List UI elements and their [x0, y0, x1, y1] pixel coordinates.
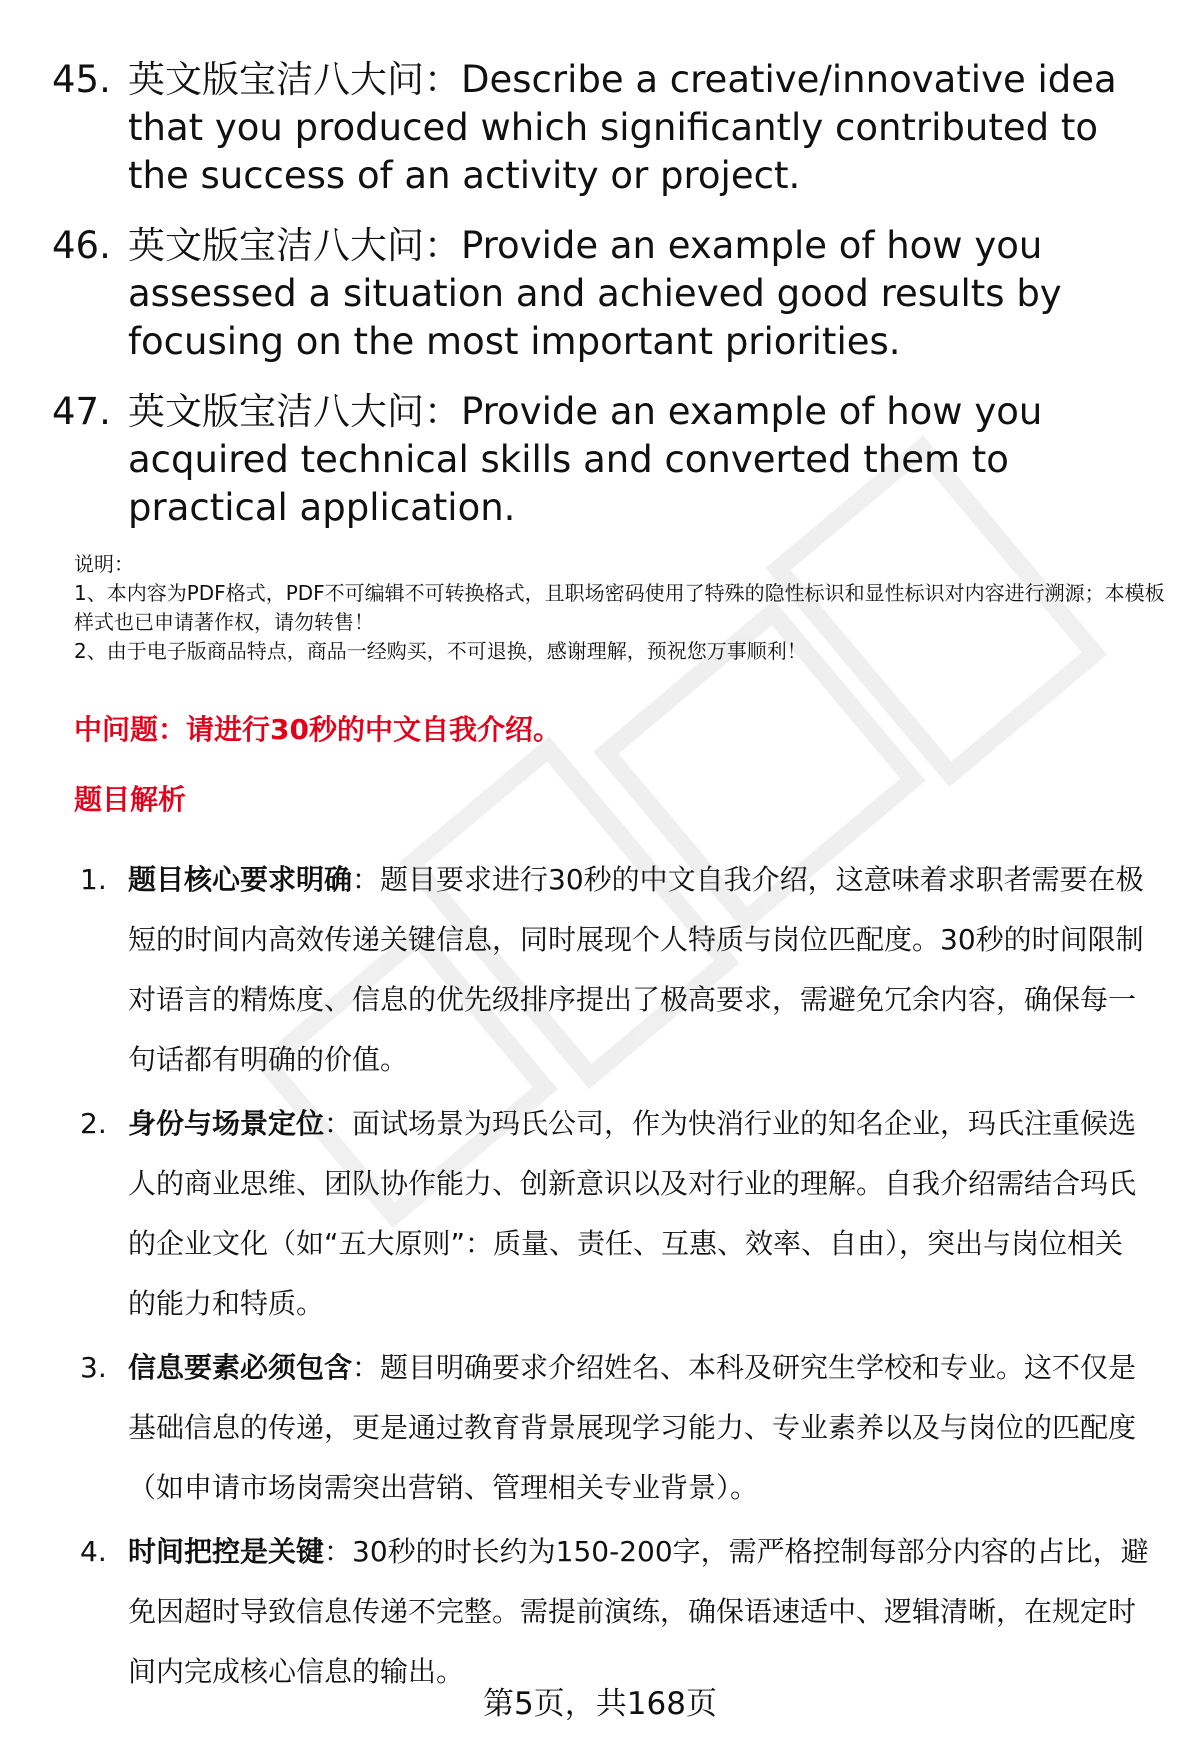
analysis-keyword: 身份与场景定位 — [128, 1107, 325, 1140]
question-text: 英文版宝洁八大问：Describe a creative/innovative idea that you produced which significantly contributed to the success of an activity or project. — [128, 58, 1117, 197]
analysis-heading: 题目解析 — [74, 783, 187, 816]
analysis-item — [80, 1094, 1150, 1334]
analysis-number: 3. — [80, 1351, 107, 1384]
disclaimer-note — [74, 550, 1169, 666]
analysis-item — [80, 1522, 1150, 1702]
analysis-item — [80, 1338, 1150, 1518]
analysis-text: ：30秒的时长约为150-200字，需严格控制每部分内容的占比，避免因超时导致信息传递不完整。需提前演练，确保语速适中、逻辑清晰，在规定时间内完成核心信息的输出。 — [128, 1535, 1149, 1688]
analysis-body — [128, 1094, 1150, 1334]
analysis-body — [128, 850, 1150, 1090]
question-number: 45. — [52, 58, 111, 101]
question-item — [52, 222, 1162, 366]
question-text: 英文版宝洁八大问：Provide an example of how you acquired technical skills and converted them to practical application. — [128, 390, 1043, 529]
analysis-number: 2. — [80, 1107, 107, 1140]
question-number: 47. — [52, 390, 111, 433]
analysis-body — [128, 1522, 1150, 1702]
question-item — [52, 388, 1162, 532]
note-line-2: 2、由于电子版商品特点，商品一经购买，不可退换，感谢理解，预祝您万事顺利！ — [74, 639, 807, 663]
note-line-1: 1、本内容为PDF格式，PDF不可编辑不可转换格式，且职场密码使用了特殊的隐性标识和显性标识对内容进行溯源；本模板样式也已申请著作权，请勿转售！ — [74, 581, 1165, 634]
analysis-keyword: 题目核心要求明确 — [128, 863, 353, 896]
analysis-item — [80, 850, 1150, 1090]
question-text: 英文版宝洁八大问：Provide an example of how you assessed a situation and achieved good results by focusing on the most important priorities. — [128, 224, 1062, 363]
analysis-body — [128, 1338, 1150, 1518]
page-number-footer: 第5页，共168页 — [483, 1686, 717, 1722]
note-title: 说明： — [74, 552, 134, 576]
interview-question-title: 中问题：请进行30秒的中文自我介绍。 — [74, 713, 561, 746]
analysis-text: ：面试场景为玛氏公司，作为快消行业的知名企业，玛氏注重候选人的商业思维、团队协作能力、创新意识以及对行业的理解。自我介绍需结合玛氏的企业文化（如“五大原则”：质量、责任、互惠、效率、自由），突出与岗位相关的能力和特质。 — [128, 1107, 1137, 1320]
analysis-number: 1. — [80, 863, 107, 896]
question-item — [52, 56, 1162, 200]
analysis-text: ：题目要求进行30秒的中文自我介绍，这意味着求职者需要在极短的时间内高效传递关键信息，同时展现个人特质与岗位匹配度。30秒的时间限制对语言的精炼度、信息的优先级排序提出了极高要求，需避免冗余内容，确保每一句话都有明确的价值。 — [128, 863, 1144, 1076]
question-list — [52, 56, 1162, 554]
analysis-list — [80, 850, 1150, 1706]
question-number: 46. — [52, 224, 111, 267]
analysis-text: ：题目明确要求介绍姓名、本科及研究生学校和专业。这不仅是基础信息的传递，更是通过教育背景展现学习能力、专业素养以及与岗位的匹配度（如申请市场岗需突出营销、管理相关专业背景）。 — [128, 1351, 1137, 1504]
analysis-keyword: 信息要素必须包含 — [128, 1351, 353, 1384]
analysis-keyword: 时间把控是关键 — [128, 1535, 325, 1568]
analysis-number: 4. — [80, 1535, 107, 1568]
